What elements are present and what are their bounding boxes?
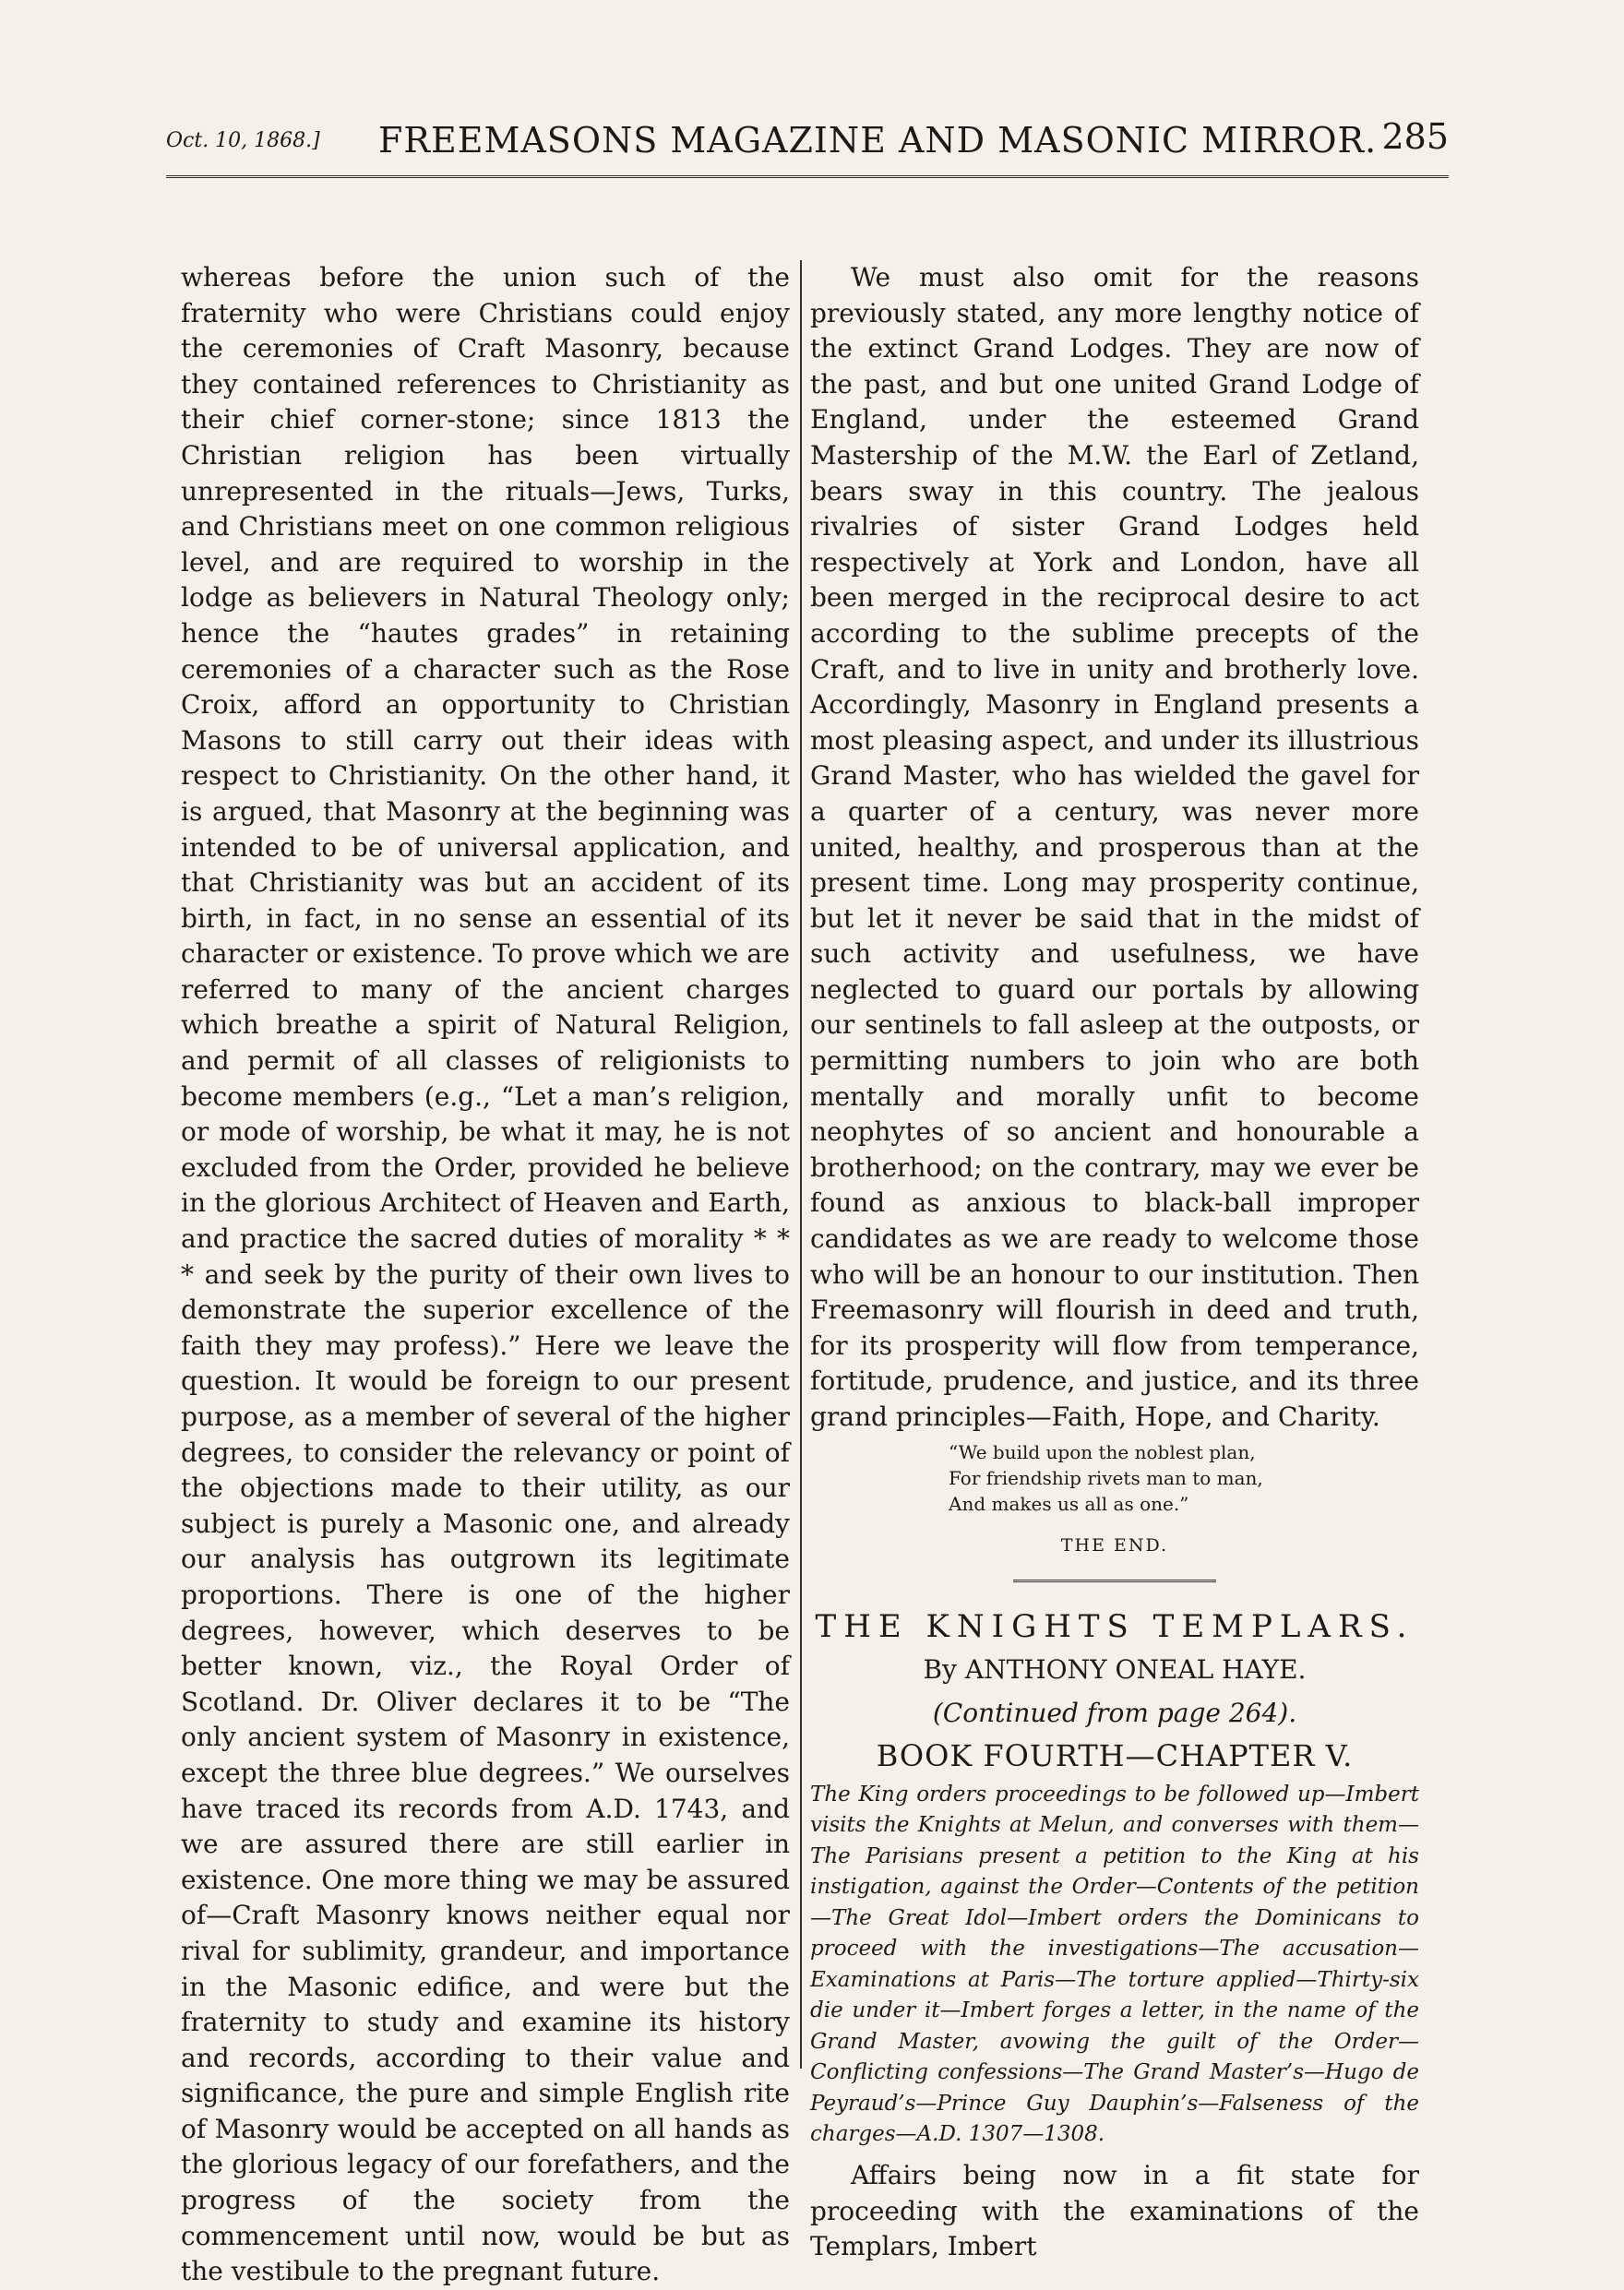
poem-line: And makes us all as one.” — [949, 1492, 1189, 1515]
poem-line: “We build upon the noblest plan, — [949, 1440, 1256, 1463]
continued-note: (Continued from page 264). — [932, 1697, 1297, 1728]
page-header — [166, 111, 1449, 166]
left-column — [181, 260, 790, 2290]
page-number: 285 — [1381, 116, 1449, 157]
article-body-start: Affairs being now in a fit state for proceeding with the examinations of the Templars, Imbert — [810, 2159, 1419, 2262]
the-end-label: THE END. — [1060, 1534, 1169, 1556]
masthead-title: FREEMASONS MAGAZINE AND MASONIC MIRROR. — [378, 120, 1378, 161]
poem-quote — [949, 1439, 1419, 1517]
article-byline: By ANTHONY ONEAL HAYE. — [923, 1654, 1307, 1686]
chapter-heading: BOOK FOURTH—CHAPTER V. — [876, 1738, 1354, 1774]
column-divider — [800, 260, 802, 2069]
issue-date: Oct. 10, 1868.] — [166, 129, 320, 152]
section-rule — [1013, 1580, 1216, 1582]
right-column — [810, 260, 1419, 2265]
article-title: THE KNIGHTS TEMPLARS. — [815, 1608, 1415, 1646]
chapter-synopsis: The King orders proceedings to be followed up—Imbert visits the Knights at Melun, and converses with them—The Parisians present a petition to the King at his instigation, against the Order—Contents of the petition—The Great Idol—Imbert orders the Dominicans to proceed with the investigations—The accusation—Examinations at Paris—The torture applied—Thirty-six die under it—Imbert forges a letter, in the name of the Grand Master, avowing the guilt of the Order—Conflicting confessions—The Grand Master’s—Hugo de Peyraud’s—Prince Guy Dauphin’s—Falseness of the charges—A.D. 1307—1308. — [810, 1782, 1419, 2147]
poem-line: For friendship rivets man to man, — [949, 1466, 1263, 1489]
left-column-paragraph: whereas before the union such of the fraternity who were Christians could enjoy the ceremonies of Craft Masonry, because they contained references to Christianity as their chief corner-stone; since 1813 the Christian religion has been virtually unrepresented in the rituals—Jews, Turks, and Christians meet on one common religious level, and are required to worship in the lodge as believers in Natural Theology only; hence the “hautes grades” in retaining ceremonies of a character such as the Rose Croix, afford an opportunity to Christian Masons to still carry out their ideas with respect to Christianity. On the other hand, it is argued, that Masonry at the beginning was intended to be of universal application, and that Christianity was but an accident of its birth, in fact, in no sense an essential of its character or existence. To prove which we are referred to many of the ancient charges which breathe a spirit of Natural Religion, and permit of all classes of religionists to become members (e.g., “Let a man’s religion, or mode of worship, be what it may, he is not excluded from the Order, provided he believe in the glorious Architect of Heaven and Earth, and practice the sacred duties of morality * * * and seek by the purity of their own lives to demonstrate the superior excellence of the faith they may profess).” Here we leave the question. It would be foreign to our present purpose, as a member of several of the higher degrees, to consider the relevancy or point of the objections made to their utility, as our subject is purely a Masonic one, and already our analysis has outgrown its legitimate proportions. There is one of the higher degrees, however, which deserves to be better known, viz., the Royal Order of Scotland. Dr. Oliver declares it to be “The only ancient system of Masonry in existence, except the three blue degrees.” We ourselves have traced its records from A.D. 1743, and we are assured there are still earlier in existence. One more thing we may be assured of—Craft Masonry knows neither equal nor rival for sublimity, grandeur, and importance in the Masonic edifice, and were but the fraternity to study and examine its history and records, according to their value and significance, the pure and simple English rite of Masonry would be accepted on all hands as the glorious legacy of our forefathers, and the progress of the society from the commencement until now, would be but as the vestibule to the pregnant future. — [181, 262, 790, 2287]
header-rule — [166, 175, 1449, 178]
right-column-paragraph: We must also omit for the reasons previously stated, any more lengthy notice of the extinct Grand Lodges. They are now of the past, and but one united Grand Lodge of England, under the esteemed Grand Mastership of the M.W. the Earl of Zetland, bears sway in this country. The jealous rivalries of sister Grand Lodges held respectively at York and London, have all been merged in the reciprocal desire to act according to the sublime precepts of the Craft, and to live in unity and brotherly love. Accordingly, Masonry in England presents a most pleasing aspect, and under its illustrious Grand Master, who has wielded the gavel for a quarter of a century, was never more united, healthy, and prosperous than at the present time. Long may prosperity continue, but let it never be said that in the midst of such activity and usefulness, we have neglected to guard our portals by allowing our sentinels to fall asleep at the outposts, or permitting numbers to join who are both mentally and morally unfit to become neophytes of so ancient and honourable a brotherhood; on the contrary, may we ever be found as anxious to black-ball improper candidates as we are ready to welcome those who will be an honour to our institution. Then Freemasonry will flourish in deed and truth, for its prosperity will flow from temperance, fortitude, prudence, and justice, and its three grand principles—Faith, Hope, and Charity. — [810, 262, 1419, 1432]
